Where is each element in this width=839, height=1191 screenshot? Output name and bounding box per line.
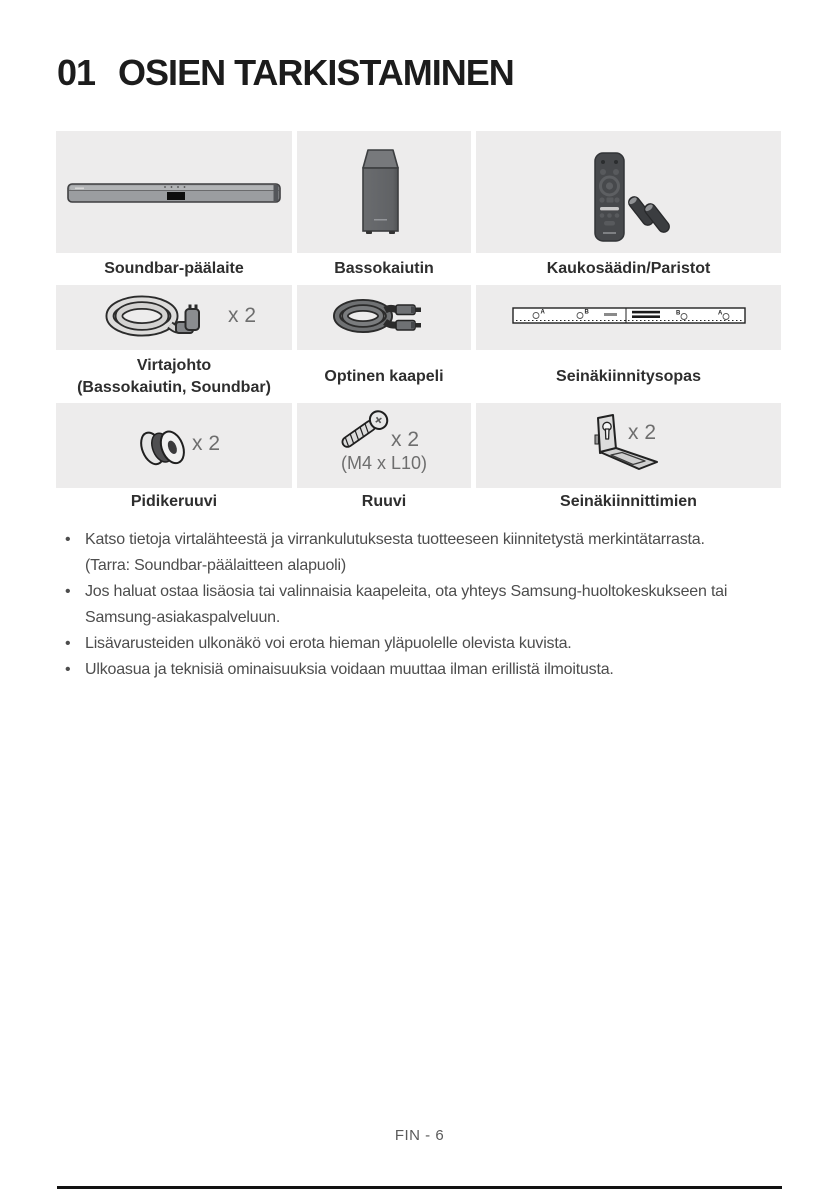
svg-text:B: B xyxy=(676,310,681,317)
power-cord-icon xyxy=(56,285,292,350)
wall-mount-guide-label: Seinäkiinnitysopas xyxy=(476,350,781,403)
power-cord-label: Virtajohto (Bassokaiutin, Soundbar) xyxy=(56,350,292,403)
subwoofer-image-cell xyxy=(297,131,471,253)
page-title xyxy=(57,52,514,94)
bullet-icon: • xyxy=(65,635,71,652)
svg-text:A: A xyxy=(540,309,545,316)
svg-text:A: A xyxy=(718,310,723,317)
svg-text:B: B xyxy=(584,309,589,316)
power-cord-quantity: x 2 xyxy=(228,304,257,327)
subwoofer-label: Bassokaiutin xyxy=(297,253,471,285)
soundbar-icon xyxy=(56,131,292,253)
optical-connector-icon xyxy=(396,321,421,331)
bullet-icon: • xyxy=(65,583,71,600)
section-number: 01 xyxy=(57,52,96,93)
note-item: • Lisävarusteiden ulkonäkö voi erota hieman yläpuolelle olevista kuvista. xyxy=(57,631,817,657)
optical-cable-image-cell xyxy=(297,285,471,350)
section-title: OSIEN TARKISTAMINEN xyxy=(118,52,514,93)
screw-icon xyxy=(297,403,471,488)
wall-bracket-icon xyxy=(476,403,781,488)
screw-label: Ruuvi xyxy=(297,488,471,516)
screw-image-cell xyxy=(297,403,471,488)
wall-mount-guide-icon xyxy=(476,285,781,350)
soundbar-image-cell xyxy=(56,131,292,253)
remote-control-icon xyxy=(476,131,781,253)
holder-screw-quantity: x 2 xyxy=(192,432,221,455)
holder-screw-image-cell xyxy=(56,403,292,488)
holder-screw-icon xyxy=(56,403,292,488)
notes-list xyxy=(57,527,817,683)
note-item: • Jos haluat ostaa lisäosia tai valinnaisia kaapeleita, ota yhteys Samsung-huoltokeskukseen tai Samsung-asiakaspalveluun. xyxy=(57,579,817,631)
bullet-icon: • xyxy=(65,531,71,548)
parts-grid xyxy=(56,131,781,516)
soundbar-label: Soundbar-päälaite xyxy=(56,253,292,285)
optical-cable-icon xyxy=(297,285,471,350)
remote-label: Kaukosäädin/Paristot xyxy=(476,253,781,285)
remote-image-cell xyxy=(476,131,781,253)
screw-spec: (M4 x L10) xyxy=(340,453,428,473)
wall-mount-guide-image-cell xyxy=(476,285,781,350)
holder-screw-label: Pidikeruuvi xyxy=(56,488,292,516)
bullet-icon: • xyxy=(65,661,71,678)
optical-connector-icon xyxy=(396,305,421,315)
right-angle-plug-icon xyxy=(176,305,199,334)
wall-bracket-label: Seinäkiinnittimien xyxy=(476,488,781,516)
power-cord-image-cell xyxy=(56,285,292,350)
note-item: • Ulkoasua ja teknisiä ominaisuuksia voidaan muuttaa ilman erillistä ilmoitusta. xyxy=(57,657,817,683)
wall-bracket-image-cell xyxy=(476,403,781,488)
bottom-rule xyxy=(57,1186,782,1189)
subwoofer-icon xyxy=(297,131,471,253)
page-number: FIN - 6 xyxy=(394,1127,445,1144)
wall-bracket-quantity: x 2 xyxy=(628,421,657,444)
optical-cable-label: Optinen kaapeli xyxy=(297,350,471,403)
screw-quantity: x 2 xyxy=(391,428,420,451)
note-item: • Katso tietoja virtalähteestä ja virrankulutuksesta tuotteeseen kiinnitetystä merkintätarrasta. (Tarra: Soundbar-päälaitteen alapuoli) xyxy=(57,527,817,579)
